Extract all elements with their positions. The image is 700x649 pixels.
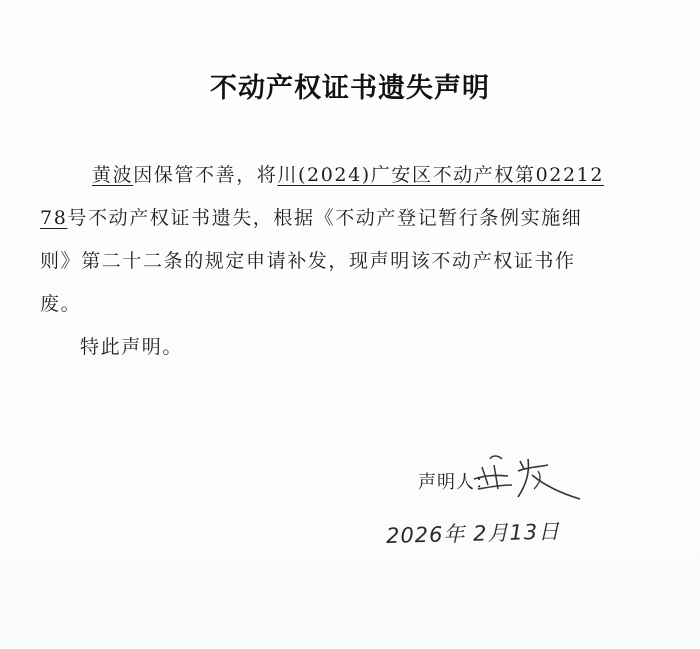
body-line-2: [40, 203, 582, 230]
declarant-name: 黄波: [92, 164, 134, 186]
certificate-number-part1: 02212: [535, 164, 605, 186]
closing-statement: 特此声明。: [80, 336, 184, 358]
body-line-2-text: 号不动产权证书遗失，根据《不动产登记暂行条例实施细: [67, 207, 583, 229]
certificate-prefix: 川(2024)广安区不动产权第: [277, 164, 536, 186]
handwritten-signature: [468, 445, 588, 505]
handwritten-date: 2026年 2月13日: [385, 519, 561, 548]
body-line-1: [92, 160, 604, 187]
document-title: 不动产权证书遗失声明: [210, 73, 490, 104]
body-line-1-mid: 因保管不善，将: [133, 164, 278, 186]
certificate-number-part2: 78: [40, 207, 68, 229]
signature-label: 声明人：: [418, 472, 494, 493]
body-line-3: 则》第二十二条的规定申请补发，现声明该不动产权证书作: [40, 250, 576, 272]
body-line-4: 废。: [40, 293, 82, 315]
